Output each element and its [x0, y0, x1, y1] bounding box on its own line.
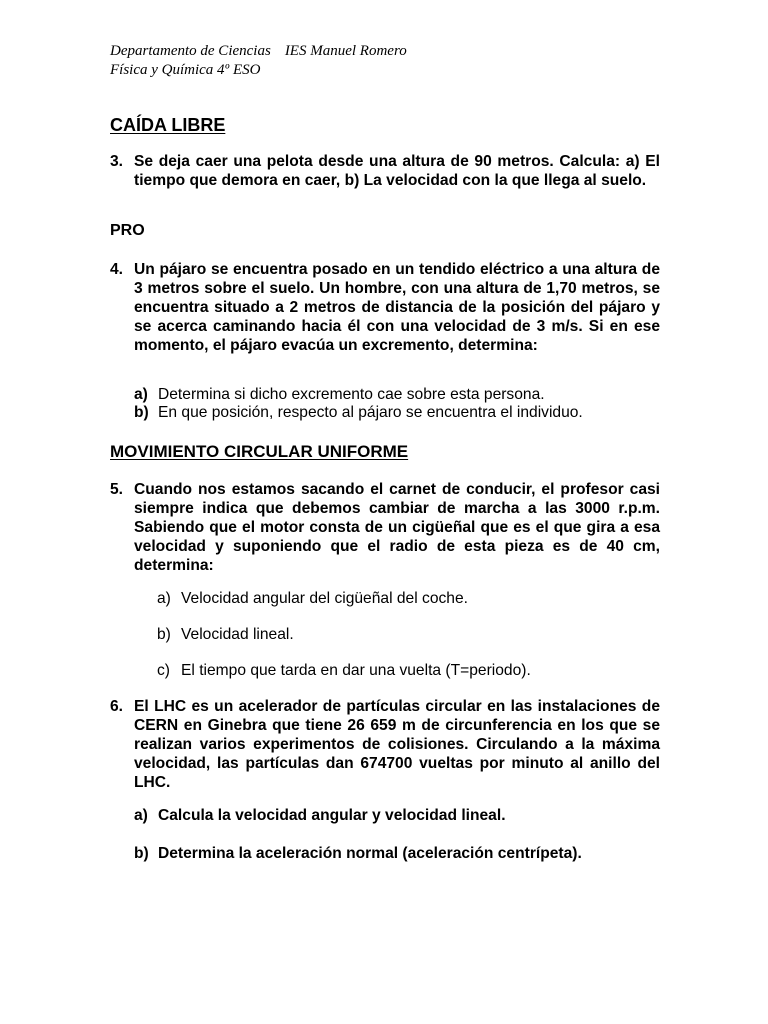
item-label: b): [157, 626, 171, 643]
problem-5: [110, 480, 660, 575]
problem-4-item-b: [134, 403, 583, 422]
item-text: En que posición, respecto al pájaro se encuentra el individuo.: [158, 404, 583, 421]
page-header: [110, 42, 407, 80]
problem-6-item-b: [134, 844, 582, 863]
item-label: a): [157, 590, 171, 607]
item-text: Calcula la velocidad angular y velocidad lineal.: [158, 807, 506, 824]
section-title-mcu: MOVIMIENTO CIRCULAR UNIFORME: [110, 442, 409, 461]
problem-text: Cuando nos estamos sacando el carnet de conducir, el profesor casi siempre indica que debemos cambiar de marcha a las 3000 r.p.m. Sabiendo que el motor consta de un cigüeñal que es el que gira a esa velocidad y suponiendo que el radio de esta pieza es de 40 cm, determina:: [134, 481, 660, 574]
header-school: IES Manuel Romero: [284, 43, 407, 59]
problem-6: [110, 697, 660, 792]
problem-5-item-c: [157, 661, 531, 680]
problem-6-item-a: [134, 806, 506, 825]
header-line-1: [110, 42, 407, 61]
item-label: b): [134, 845, 149, 862]
problem-number: 6.: [110, 698, 124, 715]
item-label: a): [134, 386, 148, 403]
problem-5-item-a: [157, 589, 468, 608]
header-department: Departamento de Ciencias: [110, 43, 271, 59]
problem-number: 3.: [110, 153, 124, 170]
problem-4: [110, 260, 660, 355]
section-title-caida-libre: CAÍDA LIBRE: [110, 115, 226, 135]
section-label-pro: PRO: [110, 222, 145, 239]
problem-text: Un pájaro se encuentra posado en un tendido eléctrico a una altura de 3 metros sobre el suelo. Un hombre, con una altura de 1,70 metros, se encuentra situado a 2 metros de distancia de la posición del pájaro y se acerca caminando hacia él con una velocidad de 3 m/s. Si en ese momento, el pájaro evacúa un excremento, determina:: [134, 261, 660, 354]
item-label: c): [157, 662, 170, 679]
item-label: b): [134, 404, 149, 421]
item-text: El tiempo que tarda en dar una vuelta (T=periodo).: [181, 662, 531, 679]
problem-3: [110, 152, 660, 190]
header-subject: Física y Química 4º ESO: [110, 62, 261, 78]
problem-5-item-b: [157, 625, 294, 644]
item-text: Velocidad lineal.: [181, 626, 294, 643]
item-text: Velocidad angular del cigüeñal del coche.: [181, 590, 468, 607]
item-label: a): [134, 807, 148, 824]
problem-text: El LHC es un acelerador de partículas circular en las instalaciones de CERN en Ginebra que tiene 26 659 m de circunferencia en los que se realizan varios experimentos de colisiones. Circulando a la máxima velocidad, las partículas dan 674700 vueltas por minuto al anillo del LHC.: [134, 698, 660, 791]
problem-4-item-a: [134, 385, 545, 404]
problem-number: 4.: [110, 261, 124, 278]
problem-number: 5.: [110, 481, 124, 498]
problem-text: Se deja caer una pelota desde una altura de 90 metros. Calcula: a) El tiempo que demora en caer, b) La velocidad con la que llega al suelo.: [134, 153, 660, 189]
item-text: Determina si dicho excremento cae sobre esta persona.: [158, 386, 545, 403]
item-text: Determina la aceleración normal (aceleración centrípeta).: [158, 845, 582, 862]
